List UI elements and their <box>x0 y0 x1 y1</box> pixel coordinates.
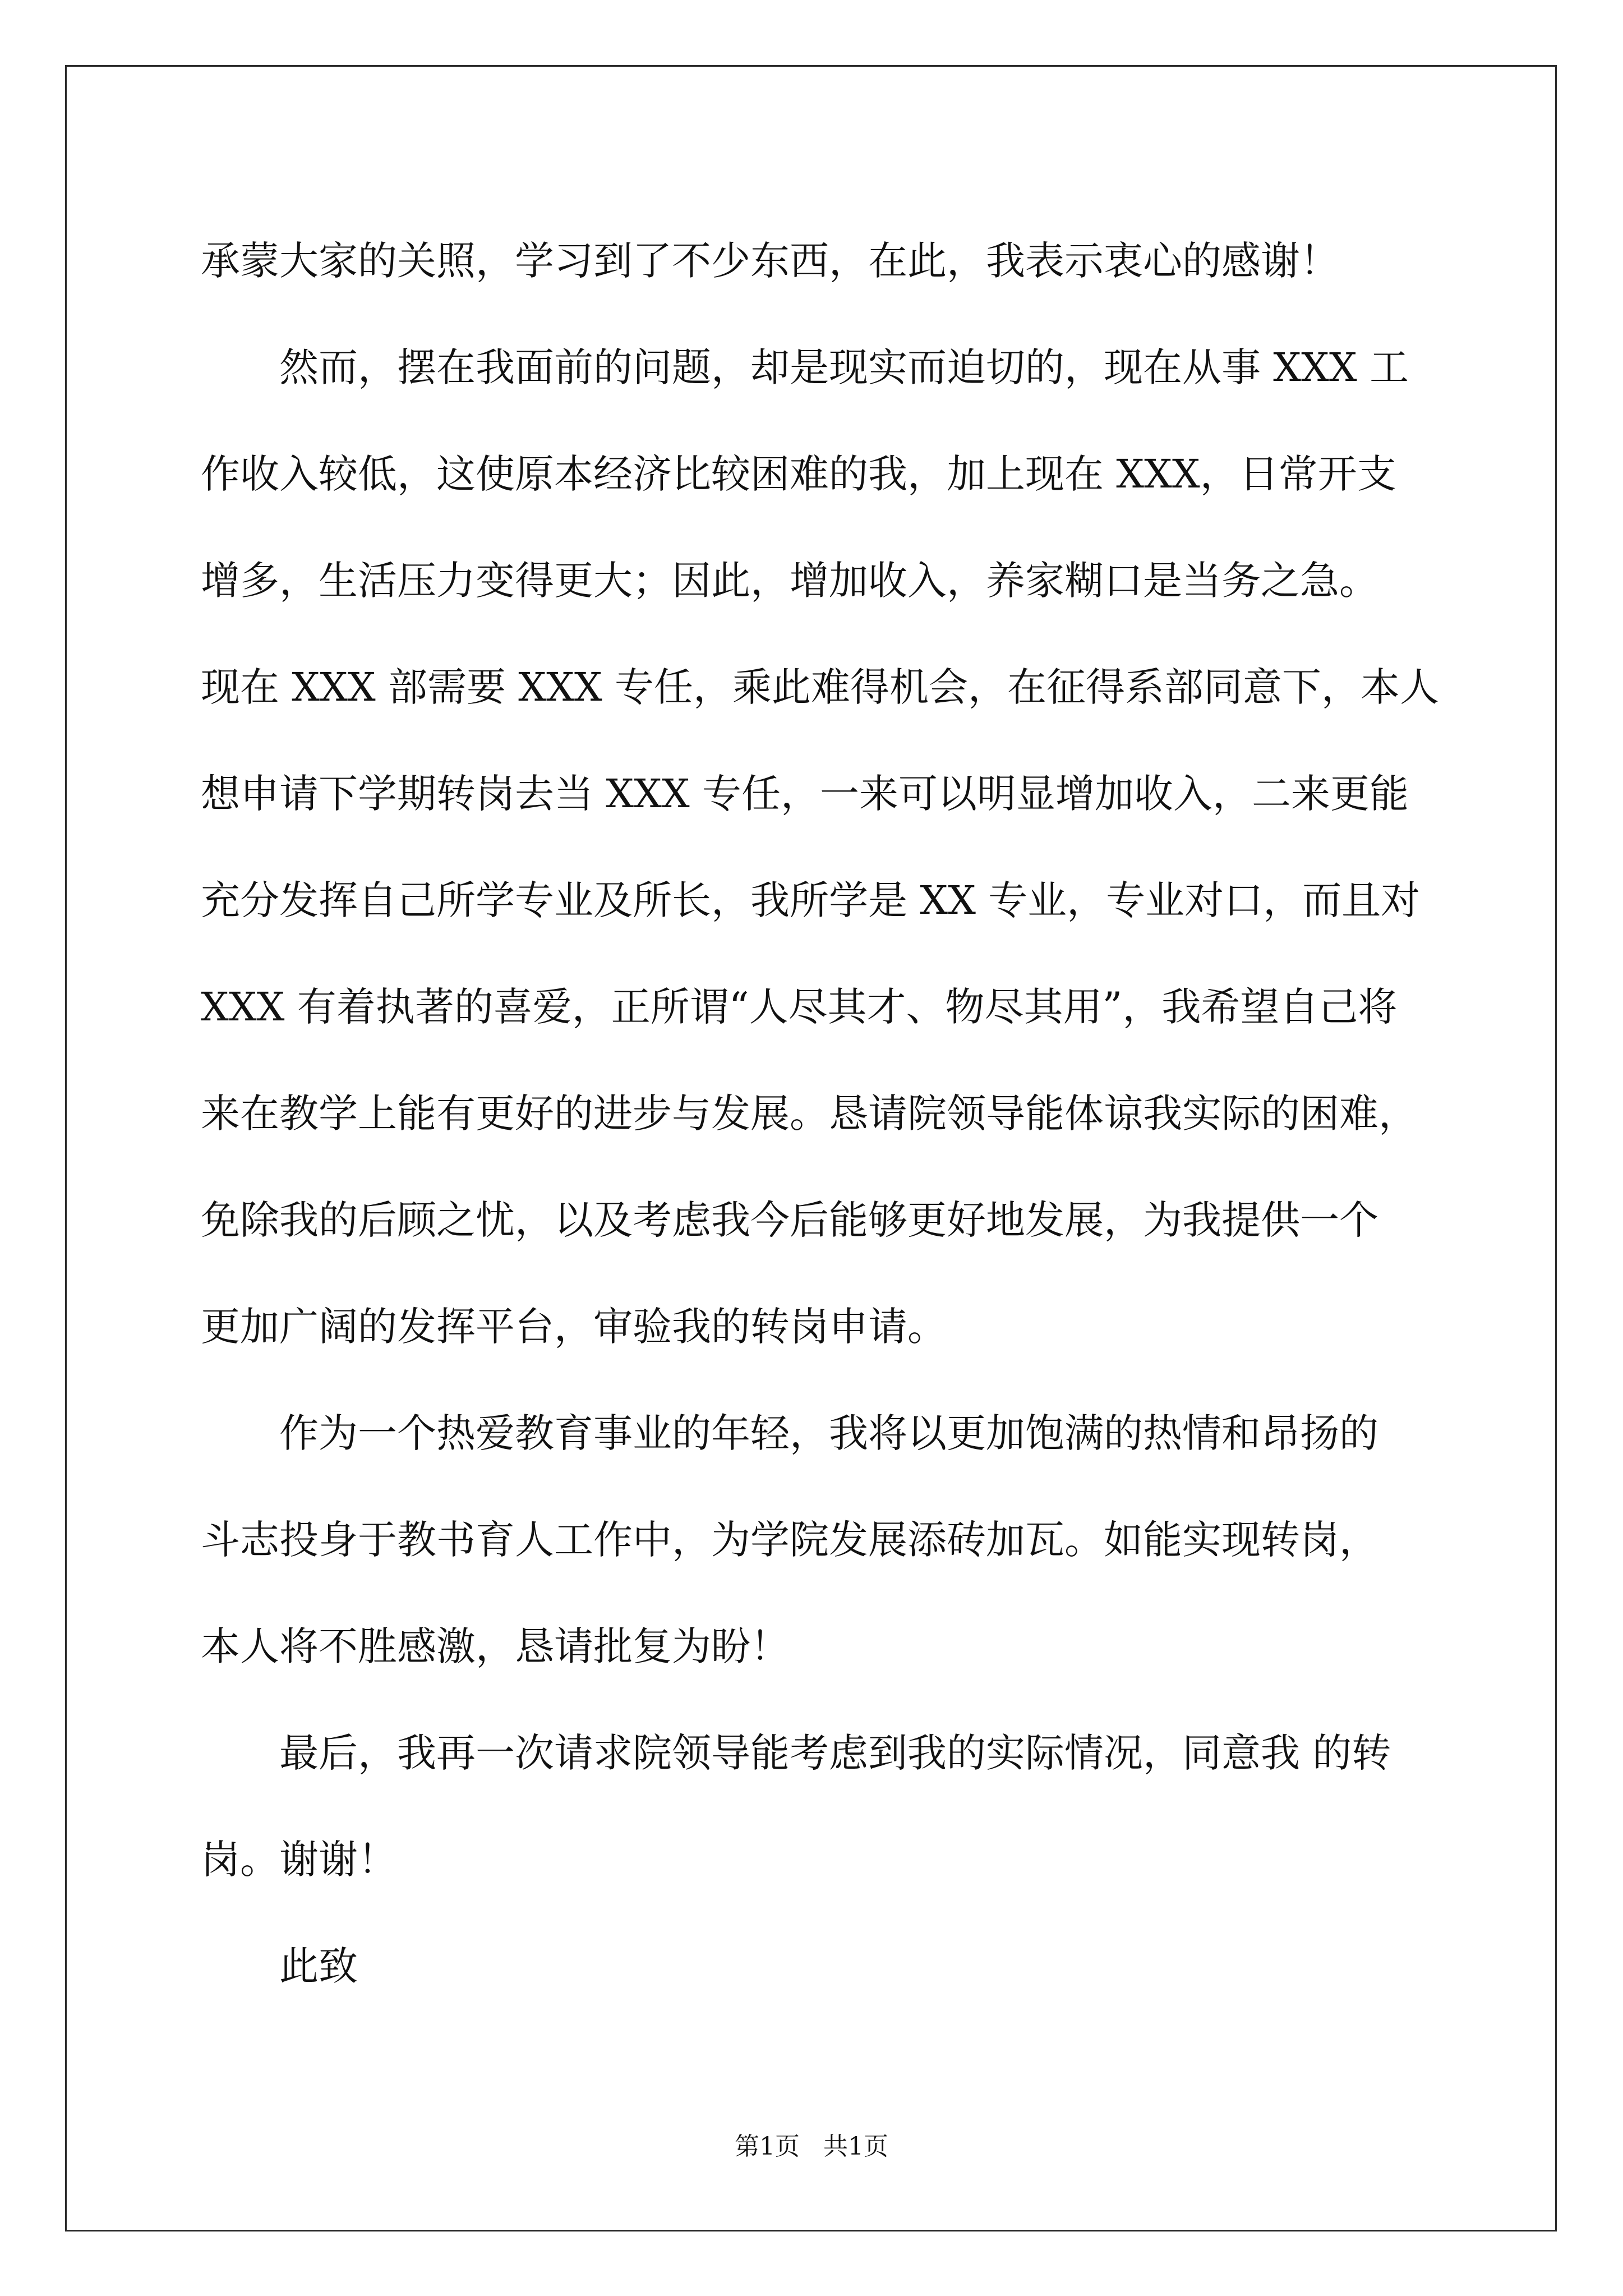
text-line: 本人将不胜感激，恳请批复为盼！ <box>201 1623 790 1669</box>
text-line: 岗。谢谢！ <box>201 1837 397 1883</box>
text-line: 更加广阔的发挥平台，审验我的转岗申请。 <box>201 1304 947 1350</box>
text-line: 想申请下学期转岗去当 XXX 专任，一来可以明显增加收入，二来更能 <box>201 771 1409 817</box>
text-line: 承蒙大家的关照，学习到了不少东西，在此，我表示衷心的感谢！ <box>201 238 1339 284</box>
text-line: 增多，生活压力变得更大；因此，增加收入，养家糊口是当务之急。 <box>201 558 1378 604</box>
text-line: 斗志投身于教书育人工作中，为学院发展添砖加瓦。如能实现转岗， <box>201 1517 1378 1563</box>
text-line: 此致 <box>279 1943 358 1989</box>
text-line: 作收入较低，这使原本经济比较困难的我，加上现在 XXX，日常开支 <box>201 451 1396 497</box>
page-number: 第1页 共1页 <box>735 2132 888 2161</box>
document-body <box>201 208 1440 2019</box>
text-line: 免除我的后顾之忧，以及考虑我今后能够更好地发展，为我提供一个 <box>201 1197 1378 1243</box>
text-line: 现在 XXX 部需要 XXX 专任，乘此难得机会，在征得系部同意下，本人 <box>201 664 1440 710</box>
text-line: XXX 有着执著的喜爱，正所谓“人尽其才、物尽其用”，我希望自己将 <box>201 984 1398 1030</box>
page-footer <box>0 2126 1623 2162</box>
text-line: 充分发挥自己所学专业及所长，我所学是 XX 专业，专业对口，而且对 <box>201 877 1421 923</box>
text-line: 来在教学上能有更好的进步与发展。恳请院领导能体谅我实际的困难， <box>201 1091 1418 1137</box>
text-line: 作为一个热爱教育事业的年轻，我将以更加饱满的热情和昂扬的 <box>279 1410 1378 1456</box>
text-line: 然而，摆在我面前的问题，却是现实而迫切的，现在从事 XXX 工 <box>279 344 1409 390</box>
text-line: 最后，我再一次请求院领导能考虑到我的实际情况，同意我 的转 <box>279 1730 1391 1776</box>
